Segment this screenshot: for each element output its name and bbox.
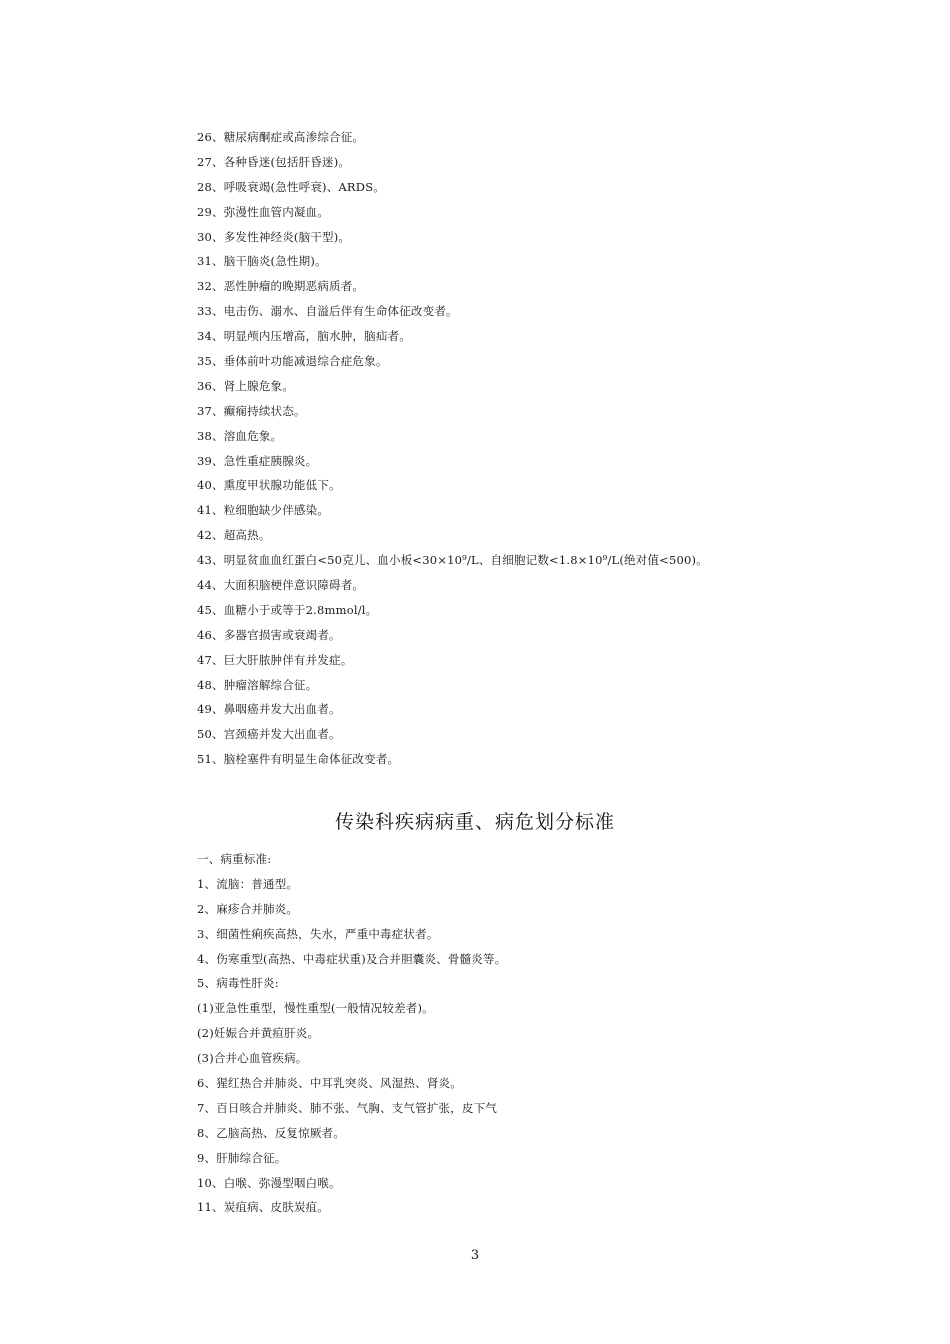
list-item: 51、脑栓塞件有明显生命体征改变者。 (197, 752, 400, 767)
list-item: 5、病毒性肝炎: (197, 976, 279, 991)
list-item: (2)妊娠合并黄疸肝炎。 (197, 1026, 320, 1041)
list-item: 27、各种昏迷(包括肝昏迷)。 (197, 154, 351, 169)
section-title: 传染科疾病病重、病危划分标准 (334, 811, 615, 833)
list-item: 50、宫颈癌并发大出血者。 (197, 727, 341, 742)
list-item: 48、肿瘤溶解综合征。 (197, 677, 318, 692)
list-item: 38、溶血危象。 (197, 428, 283, 443)
criteria-list-bottom (197, 849, 897, 1222)
list-item: 35、垂体前叶功能减退综合症危象。 (197, 354, 388, 369)
list-item: 3、细菌性痢疾高热，失水，严重中毒症状者。 (197, 926, 439, 941)
list-item: 36、肾上腺危象。 (197, 378, 294, 393)
list-item: 2、麻疹合并肺炎。 (197, 901, 299, 916)
list-item: 44、大面积脑梗伴意识障碍者。 (197, 578, 365, 593)
criteria-list-top (197, 127, 897, 774)
list-item: 31、脑干脑炎(急性期)。 (197, 254, 327, 269)
list-item: 30、多发性神经炎(脑干型)。 (197, 229, 351, 244)
list-item: 34、明显颅内压增高，脑水肿，脑疝者。 (197, 329, 411, 344)
list-item: 6、猩红热合并肺炎、中耳乳突炎、风湿热、肾炎。 (197, 1076, 462, 1091)
list-item: 42、超高热。 (197, 528, 271, 543)
page-number: 3 (470, 1248, 480, 1263)
list-item: (3)合并心血管疾病。 (197, 1051, 308, 1066)
list-heading: 一、病重标准: (197, 852, 272, 866)
list-item: 10、白喉、弥漫型咽白喉。 (197, 1175, 341, 1190)
list-item: 37、癫痫持续状态。 (197, 403, 306, 418)
list-item: 4、伤寒重型(高热、中毒症状重)及合并胆囊炎、骨髓炎等。 (197, 951, 507, 966)
list-item: 1、流脑：普通型。 (197, 876, 299, 891)
list-item: 33、电击伤、溺水、自溢后伴有生命体征改变者。 (197, 304, 458, 319)
list-item: 41、粒细胞缺少伴感染。 (197, 503, 330, 518)
list-item: 7、百日咳合并肺炎、肺不张、气胸、支气管扩张，皮下气 (197, 1100, 498, 1115)
list-item: 11、炭疽病、皮肤炭疽。 (197, 1200, 330, 1215)
list-item: 32、恶性肿瘤的晚期恶病质者。 (197, 279, 365, 294)
list-item: (1)亚急性重型，慢性重型(一般情况较差者)。 (197, 1001, 434, 1016)
list-item: 29、弥漫性血管内凝血。 (197, 204, 330, 219)
list-item: 28、呼吸衰竭(急性呼衰)、ARDS。 (197, 179, 385, 194)
list-item: 46、多器官损害或衰竭者。 (197, 627, 341, 642)
list-item: 40、熏度甲状腺功能低下。 (197, 478, 341, 493)
list-item: 8、乙脑高热、反复惊厥者。 (197, 1125, 345, 1140)
list-item: 43、明显贫血血红蛋白<50克儿、血小板<30×10⁹/L、自细胞记数<1.8×10⁹/L(绝对值<500)。 (197, 553, 708, 568)
list-item: 45、血糖小于或等于2.8mmol/l。 (197, 602, 378, 617)
list-item: 26、糖尿病酮症或高渗综合征。 (197, 130, 365, 144)
list-item: 49、鼻咽癌并发大出血者。 (197, 702, 341, 717)
list-item: 39、急性重症胰腺炎。 (197, 453, 318, 468)
list-item: 9、肝肺综合征。 (197, 1150, 287, 1165)
list-item: 47、巨大肝脓肿伴有并发症。 (197, 652, 353, 667)
